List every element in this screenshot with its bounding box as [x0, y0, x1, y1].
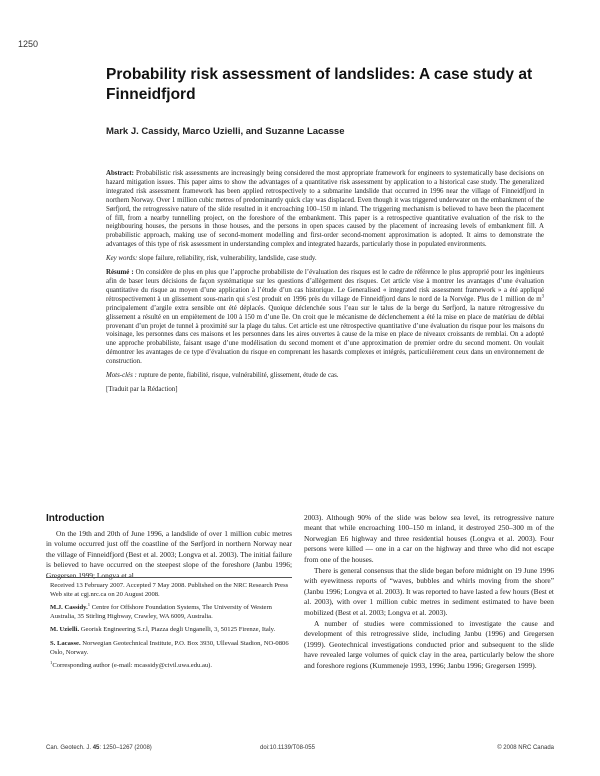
abstract-label: Abstract:	[106, 170, 134, 177]
footer-copyright: © 2008 NRC Canada	[497, 745, 554, 751]
affiliation-1-superscript: 1	[87, 602, 91, 607]
affiliation-1-text: Centre for Offshore Foundation Systems, The University of Western Australia, 35 Stirling Highway, Crawley, WA 6009, Australia.	[50, 604, 272, 620]
resume	[106, 269, 544, 367]
author-list: Mark J. Cassidy, Marco Uzielli, and Suzanne Lacasse	[106, 126, 345, 137]
resume-label: Résumé :	[106, 269, 134, 277]
footnote-box	[46, 577, 292, 676]
introduction-paragraph-2: There is general consensus that the slide began before midnight on 19 June 1996 with eyewitness reports of “waves, bubbles and whirls moving from the shore” (Janbu 1996; Longva et al. 2003). It was reported to have lasted a few hours (Best et al. 2003), with over 1 million cubic metres in sediment estimated to have been mobilized (Best et al. 2003; Longva et al. 2003).	[304, 566, 554, 617]
affiliation-2-name: M. Uzielli.	[50, 626, 80, 634]
affiliation-2	[50, 626, 292, 635]
introduction-paragraph-1-continued: 2003). Although 90% of the slide was below sea level, its retrogressive nature meant that while encroaching 100–150 m inland, it destroyed 250–300 m of the Norwegian E6 highway and three residential houses (Longva et al. 2003). Four persons were killed — one in a car on the highway and three who did not escape from one of the houses.	[304, 513, 554, 564]
affiliation-3	[50, 640, 292, 657]
mots-cles	[106, 372, 544, 381]
affiliation-3-text: Norwegian Geotechnical Institute, P.O. Box 3930, Ullevaal Stadion, NO-0806 Oslo, Norway.	[50, 639, 289, 656]
introduction-paragraph-3: A number of studies were commissioned to investigate the cause and development of this retrogressive slide, including Janbu (1996) and Gregersen (1999). Geotechnical investigations conducted prior and subsequent to the slide have revealed large volumes of quick clay in the area, particularly below the shore and foreshore regions (Kummeneje 1993, 1996; Janbu 1996; Gregersen 1999).	[304, 619, 554, 670]
corresponding-superscript: 1	[50, 659, 53, 665]
affiliation-1-name: M.J. Cassidy.	[50, 604, 88, 612]
resume-superscript: 3	[541, 294, 544, 300]
introduction-heading: Introduction	[46, 513, 105, 524]
corresponding-text: Corresponding author (e-mail: mcassidy@civil.uwa.edu.au).	[52, 662, 213, 670]
paper-title: Probability risk assessment of landslides: A case study at Finneidfjord	[106, 66, 533, 103]
footer-pages: 1250–1267 (2008)	[102, 745, 152, 751]
footer-doi: doi:10.1139/T08-055	[260, 745, 315, 751]
affiliation-3-name: S. Lacasse.	[50, 639, 81, 647]
abstract-block	[106, 170, 544, 400]
keywords	[106, 255, 544, 264]
abstract	[106, 170, 544, 250]
keywords-label: Key words:	[106, 255, 138, 263]
keywords-text: slope failure, reliability, risk, vulnerability, landslide, case study.	[137, 255, 317, 263]
translation-note: [Traduit par la Rédaction]	[106, 385, 178, 393]
motscles-label: Mots-clés :	[106, 372, 137, 380]
right-column	[304, 513, 554, 671]
resume-text-1: On considère de plus en plus que l’approche probabiliste de l’évaluation des risques est le cadre de référence le plus approprié pour les ingénieurs afin de baser leurs décisions de façon systématique sur les questions d’allègement des risques. Cet article vise à montrer les avantages d’une évaluation quantitative du risque au moyen d’une application à l’étude d’un cas historique. Le Generalised « integrated risk assessment framework » a été appliqué rétrospectivement à un glissement sous-marin qui s’est produit en 1996 près du village de Finneidfjord dans le nord de la Norvège. Plus de 1 million de m	[106, 269, 544, 303]
footer-journal: Can. Geotech. J.	[46, 745, 92, 751]
affiliation-1	[50, 604, 292, 621]
affiliation-2-text: Georisk Engineering S.r.l, Piazza degli Unganelli, 3, 50125 Firenze, Italy.	[79, 626, 276, 634]
page-number: 1250	[18, 39, 39, 49]
motscles-text: rupture de pente, fiabilité, risque, vulnérabilité, glissement, étude de cas.	[136, 372, 339, 380]
abstract-text: Probabilistic risk assessments are increasingly being considered the most appropriate framework for engineers to systematically base decisions on hazard mitigation issues. This paper aims to show the advantages of a quantitative risk assessment by application to a historical case study. The generalized integrated risk assessment framework has been applied retrospectively to a submarine landslide that occurred in 1996 near the village of Finneidfjord in northern Norway. Over 1 million cubic metres of predominantly quick clay was displaced. Even though it was triggered underwater on the embankment of the Sørfjord, the retrogressive nature of the slide resulted in it encroaching 100–150 m inland. The triggering mechanism is believed to have been the placement of fill, from a nearby tunnelling project, on the foreshore of the embankment. This paper is a retrospective quantitative evaluation of the risk to the neighbouring houses, the persons in those houses, and the persons in open spaces caused by the placement of increasing levels of embankment fill. A probabilistic approach, making use of second-moment modelling and first-order second-moment approximation is adopted. It aims to demonstrate the advantages of this type of risk assessment in understanding complex and integrated hazards, particularly those in populated environments.	[106, 170, 544, 249]
resume-text-2: principalement d’argile extra sensible ont été déplacés. Quoique déclenchée sous l’eau sur le talus de la berge du Sørfjord, la nature rétrogressive du glissement a résulté en un empiètement de 100 à 150 m d’une île. On croit que le mécanisme de déclenchement a été la mise en place de matériau de déblai provenant d’un projet de tunnel à proximité sur la plage du talus. Cet article est une rétrospective quantitative d’une évaluation du risque pour les maisons du voisinage, les personnes dans ces maisons et les personnes dans les aires ouvertes à cause de la mise en place de niveaux croissants de remblai. On a adopté une approche probabiliste, faisant usage d’une modélisation du second moment et d’une approximation de premier ordre du second moment. On voulait démontrer les avantages de ce type d’évaluation du risque en comprenant les hasards complexes et intégrés, particulièrement ceux dans un environnement de construction.	[106, 304, 544, 366]
footer-citation: Can. Geotech. J. 45: 1250–1267 (2008)	[46, 745, 152, 751]
corresponding-author	[50, 659, 292, 671]
received-note: Received 13 February 2007. Accepted 7 May 2008. Published on the NRC Research Press Web site at cgj.nrc.ca on 20 August 2008.	[50, 582, 289, 598]
introduction-paragraph-1: On the 19th and 20th of June 1996, a landslide of over 1 million cubic metres in volume occurred just off the coastline of the Sørfjord in northern Norway near the village of Finneidfjord (Best et al. 2003; Longva et al. 2003). The initial failure is believed to have occurred on the steepest slope of the foreshore (Janbu 1996; Gregersen 1999; Longva et al.	[46, 529, 292, 580]
footer-volume: 45	[92, 745, 100, 751]
